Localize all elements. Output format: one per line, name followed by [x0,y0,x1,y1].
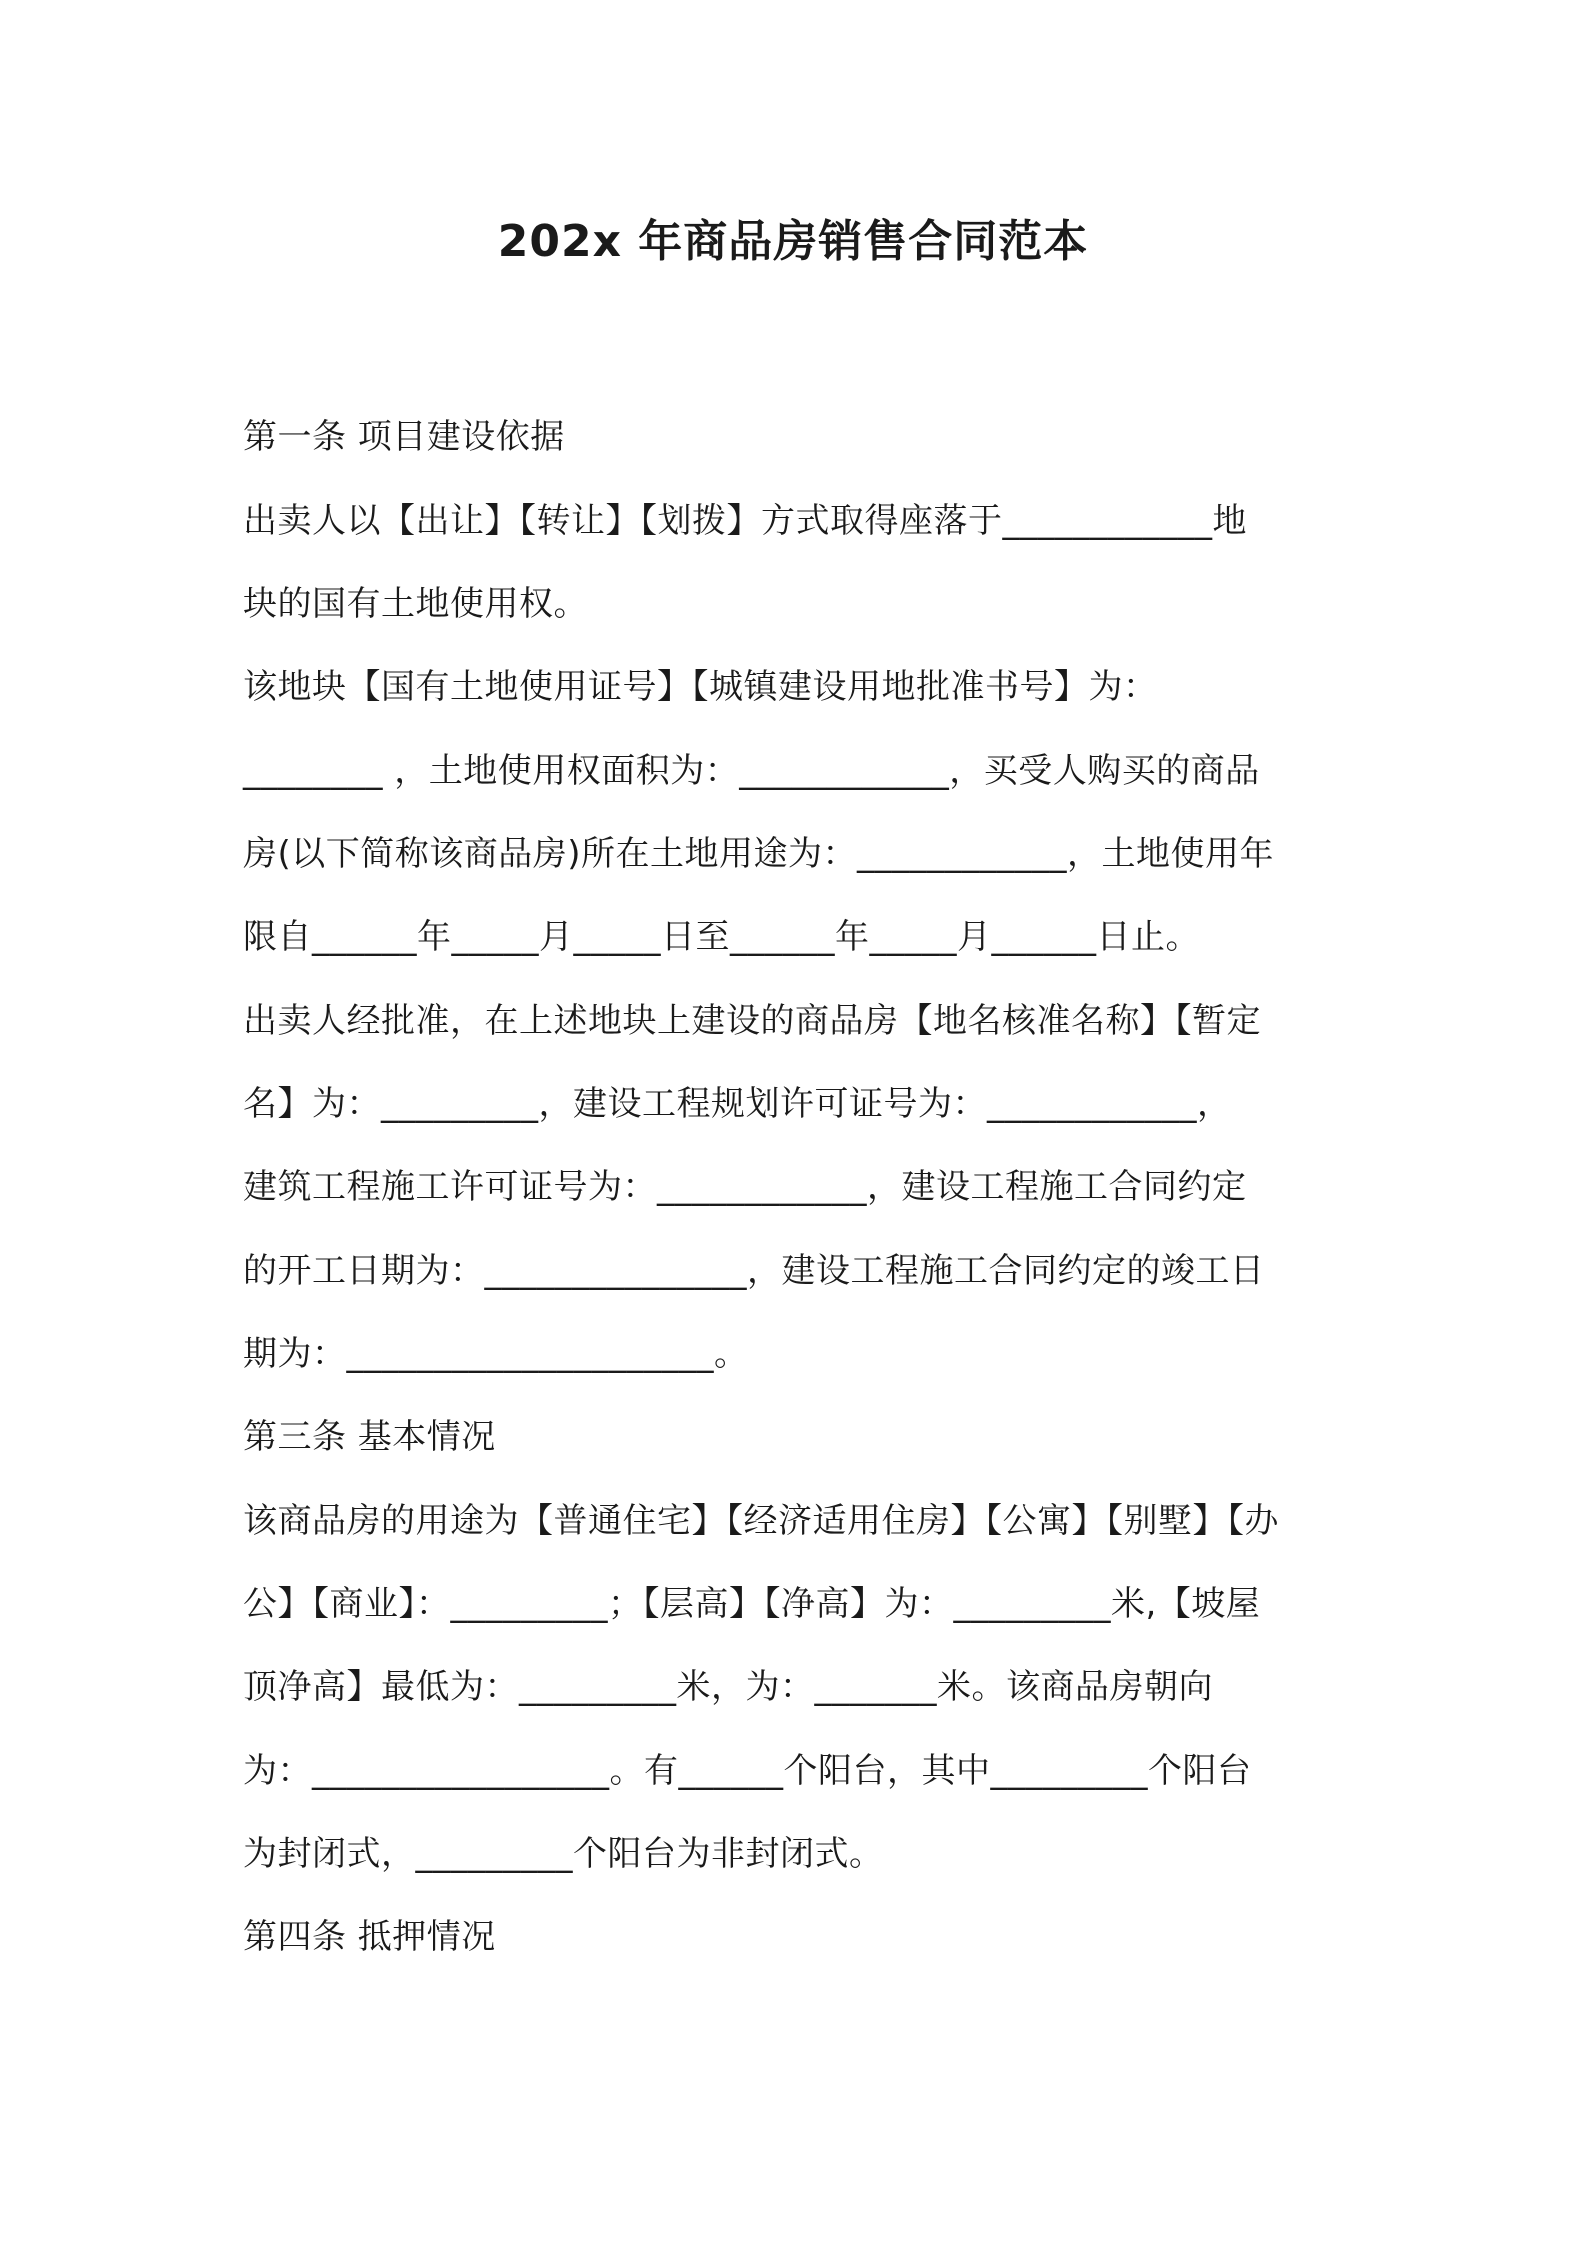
paragraph-line: 名】为：_________，建设工程规划许可证号为：____________， [243,1084,1232,1124]
paragraph-line: ________ ，土地使用权面积为：____________，买受人购买的商品 [243,751,1260,791]
paragraph-line: 该商品房的用途为【普通住宅】【经济适用住房】【公寓】【别墅】【办 [243,1501,1279,1541]
paragraph-line: 期为：_____________________。 [243,1334,749,1374]
paragraph-line: 块的国有土地使用权。 [243,584,588,624]
paragraph-line: 该地块【国有土地使用证号】【城镇建设用地批准书号】为： [243,667,1158,707]
paragraph-line: 建筑工程施工许可证号为：____________，建设工程施工合同约定 [243,1167,1247,1207]
paragraph-line: 的开工日期为：_______________，建设工程施工合同约定的竣工日 [243,1251,1265,1291]
article-3-heading: 第三条 基本情况 [243,1417,496,1457]
article-1-heading: 第一条 项目建设依据 [243,417,565,457]
paragraph-line: 顶净高】最低为：_________米，为：_______米。该商品房朝向 [243,1667,1213,1707]
paragraph-line: 房(以下简称该商品房)所在土地用途为：____________，土地使用年 [243,834,1275,874]
paragraph-line: 为：_________________。有______个阳台，其中_________个阳台 [243,1751,1252,1791]
paragraph-line: 出卖人经批准，在上述地块上建设的商品房【地名核准名称】【暂定 [243,1001,1261,1041]
paragraph-line: 公】【商业】：_________；【层高】【净高】为：_________米,【坡屋 [243,1584,1261,1624]
paragraph-line: 为封闭式，_________个阳台为非封闭式。 [243,1834,884,1874]
paragraph-line: 限自______年_____月_____日至______年_____月______日止。 [243,917,1200,957]
article-4-heading: 第四条 抵押情况 [243,1917,496,1957]
document-title: 202x 年商品房销售合同范本 [497,216,1089,267]
paragraph-line: 出卖人以【出让】【转让】【划拨】方式取得座落于____________地 [243,501,1247,541]
